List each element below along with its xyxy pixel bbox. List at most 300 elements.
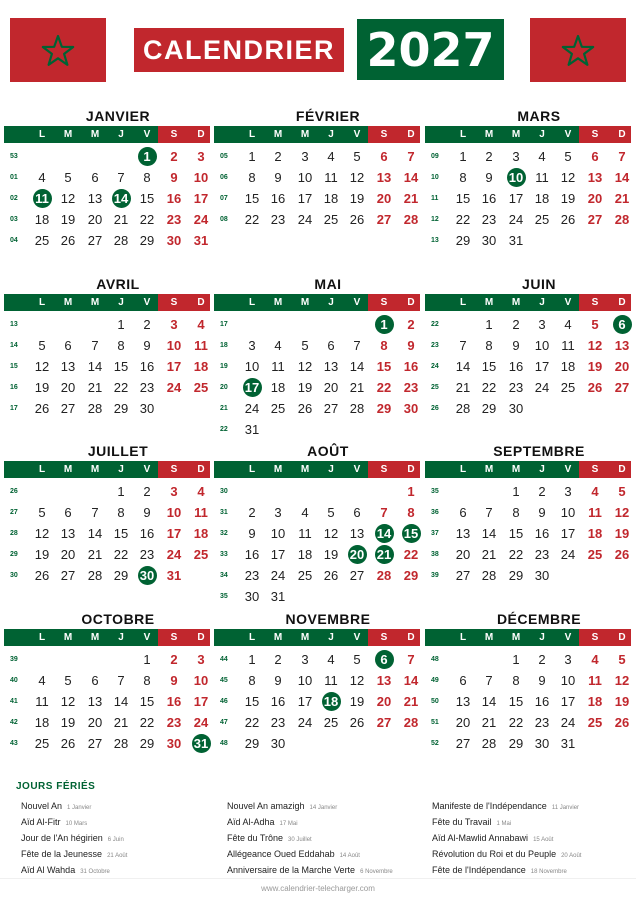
calendar-day: 12 bbox=[34, 359, 50, 374]
week-number: 48 bbox=[220, 740, 228, 747]
calendar-day: 13 bbox=[376, 170, 392, 185]
calendar-day: 17 bbox=[297, 191, 313, 206]
calendar-day: 16 bbox=[534, 694, 550, 709]
holidays-heading: JOURS FÉRIÉS bbox=[16, 781, 96, 792]
calendar-day: 27 bbox=[87, 233, 103, 248]
calendar-day: 7 bbox=[380, 505, 388, 520]
calendar-day: 11 bbox=[298, 526, 312, 541]
calendar-day: 18 bbox=[193, 526, 209, 541]
holiday-day: 1 bbox=[134, 146, 160, 167]
calendar-day: 3 bbox=[197, 149, 205, 164]
calendar-day: 25 bbox=[587, 715, 603, 730]
calendar-day: 20 bbox=[376, 191, 392, 206]
calendar-day: 24 bbox=[193, 212, 209, 227]
calendar-day: 8 bbox=[143, 673, 151, 688]
calendar-day: 26 bbox=[34, 568, 50, 583]
calendar-day: 30 bbox=[481, 233, 497, 248]
calendar-day: 29 bbox=[113, 568, 129, 583]
calendar-day: 7 bbox=[117, 170, 125, 185]
calendar-day: 17 bbox=[534, 359, 550, 374]
weekday-label: L bbox=[248, 129, 256, 140]
holiday-entry bbox=[21, 817, 87, 827]
calendar-day: 23 bbox=[139, 380, 155, 395]
calendar-day: 21 bbox=[455, 380, 471, 395]
calendar-day: 22 bbox=[113, 380, 129, 395]
weekday-label: V bbox=[353, 632, 361, 643]
calendar-day: 24 bbox=[244, 401, 260, 416]
week-number: 12 bbox=[431, 216, 439, 223]
weekday-label: D bbox=[197, 297, 205, 308]
calendar-day: 21 bbox=[113, 715, 129, 730]
calendar-day: 17 bbox=[166, 359, 182, 374]
week-number: 51 bbox=[431, 719, 439, 726]
week-number: 41 bbox=[10, 698, 18, 705]
calendar-day: 19 bbox=[349, 694, 365, 709]
calendar-day: 11 bbox=[194, 338, 208, 353]
week-number: 21 bbox=[220, 405, 228, 412]
holiday-day: 10 bbox=[503, 167, 529, 188]
weekday-label: S bbox=[170, 464, 178, 475]
calendar-day: 17 bbox=[193, 191, 209, 206]
calendar-day: 6 bbox=[353, 505, 361, 520]
calendar-day: 10 bbox=[297, 170, 313, 185]
calendar-day: 8 bbox=[512, 505, 520, 520]
calendar-day: 10 bbox=[244, 359, 260, 374]
calendar-day: 5 bbox=[38, 338, 46, 353]
calendar-day: 5 bbox=[618, 652, 626, 667]
holiday-name: Fête du Trône bbox=[227, 833, 284, 843]
calendar-day: 24 bbox=[297, 212, 313, 227]
calendar-day: 4 bbox=[327, 149, 335, 164]
calendar-day: 16 bbox=[481, 191, 497, 206]
month-name: SEPTEMBRE bbox=[493, 443, 585, 459]
calendar-day: 4 bbox=[197, 484, 205, 499]
weekday-label: J bbox=[328, 464, 334, 475]
weekday-label: D bbox=[197, 632, 205, 643]
calendar-day: 11 bbox=[324, 170, 338, 185]
weekday-label: V bbox=[143, 464, 151, 475]
calendar-day: 18 bbox=[587, 526, 603, 541]
calendar-day: 17 bbox=[270, 547, 286, 562]
month-name: FÉVRIER bbox=[295, 108, 361, 124]
calendar-day: 19 bbox=[34, 380, 50, 395]
calendar-day: 11 bbox=[588, 673, 602, 688]
calendar-day: 25 bbox=[34, 233, 50, 248]
calendar-day: 22 bbox=[455, 212, 471, 227]
calendar-day: 15 bbox=[113, 359, 129, 374]
week-number: 33 bbox=[220, 551, 228, 558]
weekday-label: L bbox=[459, 632, 467, 643]
calendar-day: 25 bbox=[193, 547, 209, 562]
calendar-day: 3 bbox=[301, 652, 309, 667]
calendar-day: 17 bbox=[193, 694, 209, 709]
holiday-name: Jour de l'An hégirien bbox=[21, 833, 103, 843]
calendar-day: 3 bbox=[170, 317, 178, 332]
weekday-label: S bbox=[380, 129, 388, 140]
holiday-name: Aïd Al Wahda bbox=[21, 865, 76, 875]
calendar-day: 7 bbox=[117, 673, 125, 688]
calendar-day: 21 bbox=[614, 191, 630, 206]
calendar-day: 31 bbox=[193, 233, 209, 248]
weekday-label: M bbox=[484, 632, 494, 643]
calendar-day: 9 bbox=[170, 170, 178, 185]
holiday-name: Aïd Al-Adha bbox=[227, 817, 275, 827]
calendar-day: 22 bbox=[508, 715, 524, 730]
calendar-day: 28 bbox=[87, 568, 103, 583]
calendar-day: 6 bbox=[91, 170, 99, 185]
calendar-day: 30 bbox=[244, 589, 260, 604]
weekday-label: M bbox=[63, 464, 73, 475]
calendar-day: 16 bbox=[508, 359, 524, 374]
holiday-entry bbox=[21, 833, 124, 843]
calendar-day: 19 bbox=[60, 715, 76, 730]
week-number: 09 bbox=[431, 153, 439, 160]
holiday-date: 31 Octobre bbox=[80, 869, 110, 875]
weekday-label: V bbox=[564, 464, 572, 475]
calendar-day: 15 bbox=[113, 526, 129, 541]
calendar-day: 10 bbox=[193, 673, 209, 688]
week-number: 23 bbox=[431, 342, 439, 349]
calendar-day: 23 bbox=[270, 715, 286, 730]
calendar-day: 22 bbox=[139, 212, 155, 227]
weekday-label: D bbox=[618, 297, 626, 308]
calendar-day: 6 bbox=[64, 505, 72, 520]
calendar-day: 21 bbox=[481, 547, 497, 562]
calendar-day: 29 bbox=[139, 736, 155, 751]
week-number: 01 bbox=[10, 174, 18, 181]
holiday-name: Nouvel An amazigh bbox=[227, 801, 305, 811]
calendar-day: 21 bbox=[87, 547, 103, 562]
calendar-day: 16 bbox=[270, 191, 286, 206]
calendar-day: 10 bbox=[270, 526, 286, 541]
calendar-day: 1 bbox=[248, 149, 256, 164]
calendar-day: 2 bbox=[512, 317, 520, 332]
calendar-day: 13 bbox=[60, 359, 76, 374]
calendar-day: 23 bbox=[508, 380, 524, 395]
calendar-day: 1 bbox=[143, 652, 151, 667]
holiday-day: 17 bbox=[239, 377, 265, 398]
holiday-entry bbox=[432, 833, 553, 843]
calendar-day: 18 bbox=[193, 359, 209, 374]
calendar-day: 16 bbox=[166, 191, 182, 206]
week-number: 13 bbox=[10, 321, 18, 328]
holiday-date: 1 Mai bbox=[496, 821, 512, 827]
calendar-day: 16 bbox=[244, 547, 260, 562]
calendar-day: 25 bbox=[534, 212, 550, 227]
calendar-day: 15 bbox=[139, 694, 155, 709]
week-number: 18 bbox=[220, 342, 228, 349]
calendar-day: 29 bbox=[139, 233, 155, 248]
calendar-day: 6 bbox=[591, 149, 599, 164]
calendar-day: 22 bbox=[244, 715, 260, 730]
holiday-day: 14 bbox=[108, 188, 134, 209]
calendar-day: 2 bbox=[538, 484, 546, 499]
calendar-day: 1 bbox=[459, 149, 467, 164]
calendar-day: 22 bbox=[481, 380, 497, 395]
calendar-day: 30 bbox=[139, 401, 155, 416]
weekday-label: J bbox=[328, 129, 334, 140]
weekday-label: J bbox=[328, 297, 334, 308]
calendar-day: 10 bbox=[560, 673, 576, 688]
weekday-label: L bbox=[248, 464, 256, 475]
calendar-day: 9 bbox=[512, 338, 520, 353]
calendar-day: 28 bbox=[403, 212, 419, 227]
holiday-name: Fête de la Jeunesse bbox=[21, 849, 103, 859]
calendar-day: 30 bbox=[534, 736, 550, 751]
calendar-day: 2 bbox=[407, 317, 415, 332]
weekday-label: V bbox=[143, 297, 151, 308]
calendar-day: 28 bbox=[87, 401, 103, 416]
week-number: 04 bbox=[10, 237, 18, 244]
calendar-day: 9 bbox=[274, 170, 282, 185]
calendar-day: 25 bbox=[323, 715, 339, 730]
calendar-day: 26 bbox=[323, 568, 339, 583]
week-number: 15 bbox=[10, 363, 18, 370]
calendar-day: 3 bbox=[170, 484, 178, 499]
weekday-label: S bbox=[380, 632, 388, 643]
calendar-day: 25 bbox=[560, 380, 576, 395]
weekday-label: M bbox=[90, 297, 100, 308]
calendar-day: 14 bbox=[403, 673, 419, 688]
calendar-day: 20 bbox=[323, 380, 339, 395]
holiday-day: 15 bbox=[398, 523, 424, 544]
calendar-day: 19 bbox=[560, 191, 576, 206]
calendar-day: 23 bbox=[481, 212, 497, 227]
weekday-label: D bbox=[197, 464, 205, 475]
calendar-day: 29 bbox=[403, 568, 419, 583]
weekday-label: L bbox=[38, 297, 46, 308]
calendar-day: 18 bbox=[34, 715, 50, 730]
calendar-day: 1 bbox=[117, 484, 125, 499]
holiday-day: 14 bbox=[371, 523, 397, 544]
holiday-entry bbox=[432, 801, 579, 811]
week-number: 05 bbox=[220, 153, 228, 160]
calendar-day: 19 bbox=[60, 212, 76, 227]
week-number: 22 bbox=[220, 426, 228, 433]
calendar-day: 17 bbox=[560, 526, 576, 541]
week-number: 45 bbox=[220, 677, 228, 684]
calendar-day: 25 bbox=[323, 212, 339, 227]
calendar-day: 27 bbox=[60, 401, 76, 416]
calendar-day: 13 bbox=[60, 526, 76, 541]
weekday-label: M bbox=[511, 632, 521, 643]
calendar-day: 23 bbox=[166, 715, 182, 730]
week-number: 25 bbox=[431, 384, 439, 391]
holiday-date: 10 Mars bbox=[65, 821, 88, 827]
weekday-label: D bbox=[197, 129, 205, 140]
calendar-day: 11 bbox=[588, 505, 602, 520]
calendar-day: 7 bbox=[91, 505, 99, 520]
calendar-day: 4 bbox=[591, 484, 599, 499]
calendar-day: 10 bbox=[560, 505, 576, 520]
holiday-name: Nouvel An bbox=[21, 801, 63, 811]
calendar-day: 15 bbox=[139, 191, 155, 206]
calendar-day: 20 bbox=[587, 191, 603, 206]
calendar-day: 4 bbox=[38, 170, 46, 185]
week-number: 28 bbox=[10, 530, 18, 537]
calendar-day: 21 bbox=[403, 191, 419, 206]
calendar-day: 29 bbox=[113, 401, 129, 416]
weekday-label: V bbox=[143, 632, 151, 643]
month-name: AOÛT bbox=[307, 443, 349, 459]
calendar-day: 2 bbox=[248, 505, 256, 520]
week-number: 43 bbox=[10, 740, 18, 747]
calendar-day: 21 bbox=[481, 715, 497, 730]
week-number: 03 bbox=[10, 216, 18, 223]
weekday-label: L bbox=[459, 297, 467, 308]
week-number: 44 bbox=[220, 656, 228, 663]
calendar-day: 13 bbox=[87, 191, 103, 206]
calendar-day: 27 bbox=[376, 715, 392, 730]
holiday-date: 14 Août bbox=[339, 853, 360, 859]
calendar-day: 4 bbox=[274, 338, 282, 353]
calendar-day: 5 bbox=[591, 317, 599, 332]
calendar-day: 24 bbox=[560, 547, 576, 562]
holiday-name: Manifeste de l'Indépendance bbox=[432, 801, 547, 811]
calendar-day: 7 bbox=[91, 338, 99, 353]
calendar-day: 26 bbox=[297, 401, 313, 416]
week-number: 46 bbox=[220, 698, 228, 705]
footer-divider bbox=[0, 878, 636, 879]
calendar-day: 28 bbox=[614, 212, 630, 227]
weekday-label: M bbox=[63, 129, 73, 140]
calendar-day: 6 bbox=[459, 673, 467, 688]
calendar-day: 30 bbox=[166, 736, 182, 751]
calendar-day: 5 bbox=[618, 484, 626, 499]
calendar-day: 5 bbox=[38, 505, 46, 520]
calendar-day: 11 bbox=[535, 170, 549, 185]
weekday-label: M bbox=[300, 297, 310, 308]
calendar-day: 20 bbox=[614, 359, 630, 374]
weekday-label: M bbox=[273, 632, 283, 643]
calendar-day: 8 bbox=[380, 338, 388, 353]
calendar-day: 23 bbox=[534, 715, 550, 730]
week-number: 07 bbox=[220, 195, 228, 202]
week-number: 11 bbox=[431, 195, 439, 202]
calendar-day: 30 bbox=[166, 233, 182, 248]
calendar-day: 28 bbox=[113, 736, 129, 751]
calendar-day: 19 bbox=[323, 547, 339, 562]
calendar-day: 25 bbox=[297, 568, 313, 583]
week-number: 30 bbox=[10, 572, 18, 579]
calendar-day: 7 bbox=[618, 149, 626, 164]
calendar-day: 6 bbox=[64, 338, 72, 353]
weekday-label: M bbox=[484, 297, 494, 308]
holiday-entry bbox=[432, 865, 567, 875]
weekday-label: S bbox=[591, 297, 599, 308]
calendar-day: 2 bbox=[143, 484, 151, 499]
holiday-name: Aïd Al-Fitr bbox=[21, 817, 61, 827]
calendar-day: 22 bbox=[403, 547, 419, 562]
calendar-day: 14 bbox=[481, 694, 497, 709]
weekday-label: V bbox=[564, 297, 572, 308]
weekday-label: M bbox=[273, 464, 283, 475]
calendar-day: 27 bbox=[349, 568, 365, 583]
calendar-day: 23 bbox=[403, 380, 419, 395]
holiday-name: Allégeance Oued Eddahab bbox=[227, 849, 335, 859]
month-name: DÉCEMBRE bbox=[496, 611, 582, 627]
calendar-day: 27 bbox=[87, 736, 103, 751]
weekday-label: D bbox=[618, 632, 626, 643]
calendar-day: 20 bbox=[455, 547, 471, 562]
calendar-day: 10 bbox=[166, 505, 182, 520]
calendar-day: 4 bbox=[197, 317, 205, 332]
calendar-day: 7 bbox=[485, 673, 493, 688]
calendar-day: 14 bbox=[349, 359, 365, 374]
calendar-day: 8 bbox=[117, 338, 125, 353]
calendar-day: 3 bbox=[512, 149, 520, 164]
calendar-day: 3 bbox=[564, 652, 572, 667]
calendar-day: 6 bbox=[91, 673, 99, 688]
holiday-day: 31 bbox=[188, 733, 214, 754]
calendar-day: 7 bbox=[353, 338, 361, 353]
calendar-day: 14 bbox=[481, 526, 497, 541]
calendar-day: 15 bbox=[508, 526, 524, 541]
month-name: JUIN bbox=[522, 276, 556, 292]
calendar-day: 31 bbox=[560, 736, 576, 751]
weekday-label: M bbox=[63, 297, 73, 308]
week-number: 35 bbox=[431, 488, 439, 495]
month-name: MARS bbox=[517, 108, 561, 124]
weekday-label: M bbox=[90, 632, 100, 643]
week-number: 53 bbox=[10, 153, 18, 160]
calendar-day: 5 bbox=[564, 149, 572, 164]
weekday-label: L bbox=[459, 129, 467, 140]
calendar-day: 9 bbox=[274, 673, 282, 688]
month-name: JUILLET bbox=[87, 443, 149, 459]
weekday-label: S bbox=[170, 129, 178, 140]
morocco-flag-right bbox=[530, 18, 626, 82]
week-number: 27 bbox=[10, 509, 18, 516]
calendar-day: 2 bbox=[485, 149, 493, 164]
calendar-day: 1 bbox=[248, 652, 256, 667]
weekday-label: J bbox=[539, 632, 545, 643]
calendar-day: 5 bbox=[301, 338, 309, 353]
calendar-day: 6 bbox=[380, 149, 388, 164]
calendar-day: 23 bbox=[244, 568, 260, 583]
calendar-day: 2 bbox=[170, 652, 178, 667]
calendar-day: 18 bbox=[587, 694, 603, 709]
calendar-day: 25 bbox=[34, 736, 50, 751]
weekday-label: M bbox=[300, 464, 310, 475]
calendar-day: 9 bbox=[538, 505, 546, 520]
calendar-day: 25 bbox=[587, 547, 603, 562]
calendar-day: 4 bbox=[591, 652, 599, 667]
calendar-day: 10 bbox=[534, 338, 550, 353]
calendar-day: 2 bbox=[143, 317, 151, 332]
weekday-label: M bbox=[300, 632, 310, 643]
calendar-day: 26 bbox=[34, 401, 50, 416]
calendar-day: 5 bbox=[353, 149, 361, 164]
calendar-day: 21 bbox=[113, 212, 129, 227]
weekday-label: M bbox=[511, 129, 521, 140]
calendar-day: 15 bbox=[481, 359, 497, 374]
holiday-entry bbox=[227, 849, 360, 859]
weekday-label: L bbox=[248, 632, 256, 643]
holiday-entry bbox=[227, 817, 298, 827]
weekday-label: M bbox=[273, 129, 283, 140]
calendar-day: 17 bbox=[560, 694, 576, 709]
calendar-day: 1 bbox=[485, 317, 493, 332]
calendar-day: 3 bbox=[274, 505, 282, 520]
holiday-date: 6 Novembre bbox=[360, 869, 393, 875]
weekday-label: J bbox=[118, 129, 124, 140]
calendar-day: 16 bbox=[534, 526, 550, 541]
calendar-day: 9 bbox=[485, 170, 493, 185]
calendar-day: 7 bbox=[459, 338, 467, 353]
calendar-day: 20 bbox=[60, 547, 76, 562]
calendar-day: 18 bbox=[270, 380, 286, 395]
